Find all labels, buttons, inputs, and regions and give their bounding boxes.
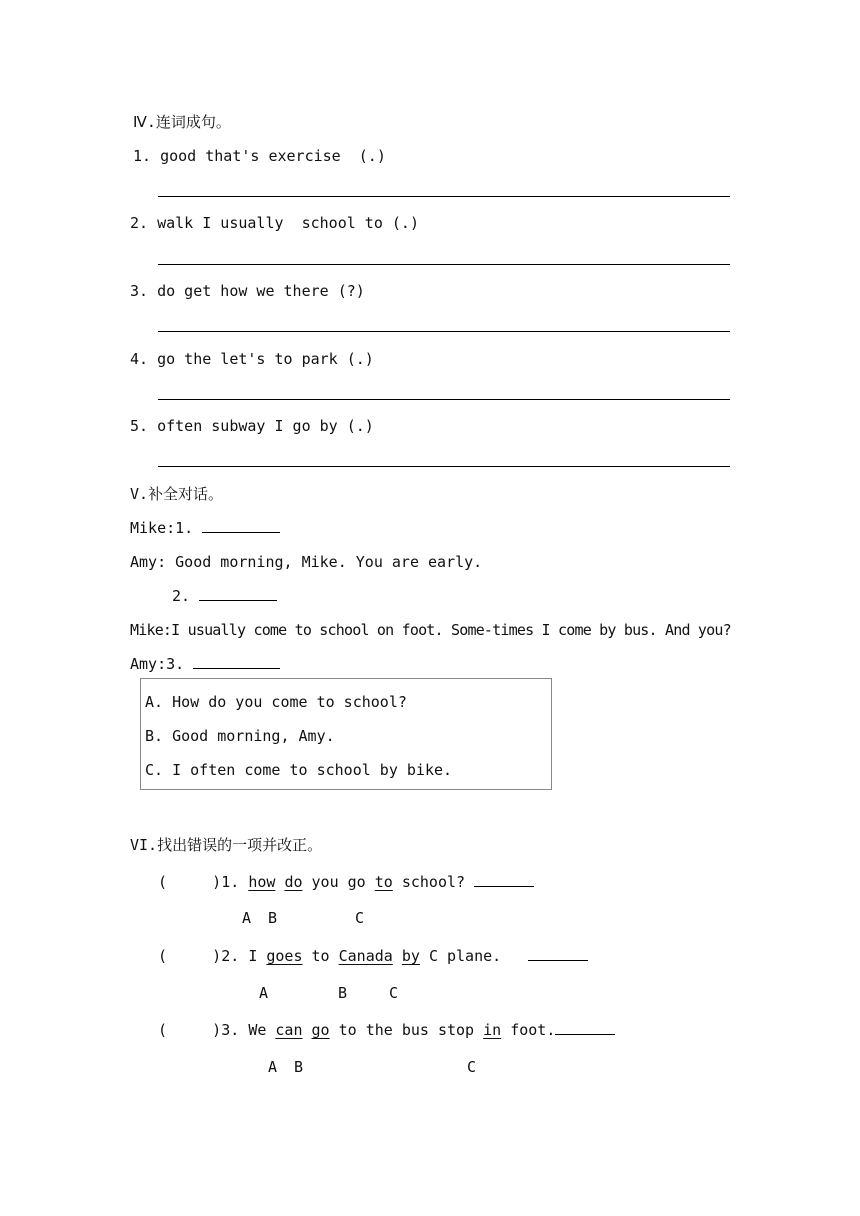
answer-line-5[interactable]	[158, 466, 730, 467]
dialogue-line-5	[130, 654, 280, 674]
dialogue-line-1	[130, 518, 280, 538]
q3-letter-b: B	[294, 1058, 304, 1076]
dialogue-line-3	[172, 586, 277, 606]
q1-letter-a: A	[242, 909, 252, 927]
q1-option-b-word: do	[284, 873, 303, 891]
error-question-2	[158, 946, 588, 966]
sentence-item-3: 3. do get how we there (?)	[130, 282, 365, 300]
q1-letter-c: C	[355, 909, 365, 927]
section-5-title: V.补全对话。	[130, 485, 224, 503]
answer-line-3[interactable]	[158, 331, 730, 332]
option-a: A. How do you come to school?	[145, 693, 407, 711]
q3-letter-a: A	[268, 1058, 278, 1076]
q3-correction-blank[interactable]	[555, 1020, 615, 1035]
q2-letter-c: C	[389, 984, 399, 1002]
error-question-3	[158, 1020, 615, 1040]
q2-text-0: I	[248, 947, 258, 965]
dialogue-blank-3[interactable]	[193, 654, 280, 669]
q2-option-b-word: Canada	[338, 947, 393, 965]
answer-line-2[interactable]	[158, 264, 730, 265]
question-3-number: ( )3.	[158, 1021, 240, 1039]
q3-text-1: to the bus stop	[338, 1021, 475, 1039]
sentence-item-5: 5. often subway I go by (.)	[130, 417, 374, 435]
q2-letter-b: B	[338, 984, 348, 1002]
section-4-title: Ⅳ.连词成句。	[133, 113, 231, 131]
q2-letter-a: A	[259, 984, 269, 1002]
answer-line-4[interactable]	[158, 399, 730, 400]
q2-text-2: C plane.	[428, 947, 502, 965]
option-b: B. Good morning, Amy.	[145, 727, 335, 745]
dialogue-line-5-text: Amy:3.	[130, 655, 185, 673]
q3-option-b-word: go	[311, 1021, 330, 1039]
sentence-item-1: 1. good that's exercise (.)	[133, 147, 386, 165]
q3-text-0: We	[248, 1021, 267, 1039]
dialogue-line-4: Mike:I usually come to school on foot. Some-times I come by bus. And you?	[130, 621, 731, 639]
answer-line-1[interactable]	[158, 196, 730, 197]
q2-text-1: to	[311, 947, 330, 965]
q3-option-a-word: can	[275, 1021, 303, 1039]
dialogue-line-1-text: Mike:1.	[130, 519, 194, 537]
dialogue-line-2: Amy: Good morning, Mike. You are early.	[130, 553, 483, 571]
q2-correction-blank[interactable]	[528, 946, 588, 961]
q3-text-2: foot.	[510, 1021, 556, 1039]
section-6-title: VI.找出错误的一项并改正。	[130, 836, 323, 854]
dialogue-blank-1[interactable]	[202, 518, 280, 533]
q1-correction-blank[interactable]	[474, 872, 534, 887]
dialogue-line-3-text: 2.	[172, 587, 191, 605]
option-c: C. I often come to school by bike.	[145, 761, 453, 779]
sentence-item-4: 4. go the let's to park (.)	[130, 350, 374, 368]
question-1-number: ( )1.	[158, 873, 240, 891]
q3-option-c-word: in	[483, 1021, 502, 1039]
q1-option-a-word: how	[248, 873, 276, 891]
q1-option-c-word: to	[374, 873, 393, 891]
dialogue-blank-2[interactable]	[199, 586, 277, 601]
q2-option-c-word: by	[401, 947, 420, 965]
q1-text-2: school?	[401, 873, 466, 891]
q1-text-1: you go	[311, 873, 366, 891]
q3-letter-c: C	[467, 1058, 477, 1076]
error-question-1	[158, 872, 534, 892]
question-2-number: ( )2.	[158, 947, 240, 965]
sentence-item-2: 2. walk I usually school to (.)	[130, 214, 419, 232]
q2-option-a-word: goes	[266, 947, 303, 965]
q1-letter-b: B	[268, 909, 278, 927]
